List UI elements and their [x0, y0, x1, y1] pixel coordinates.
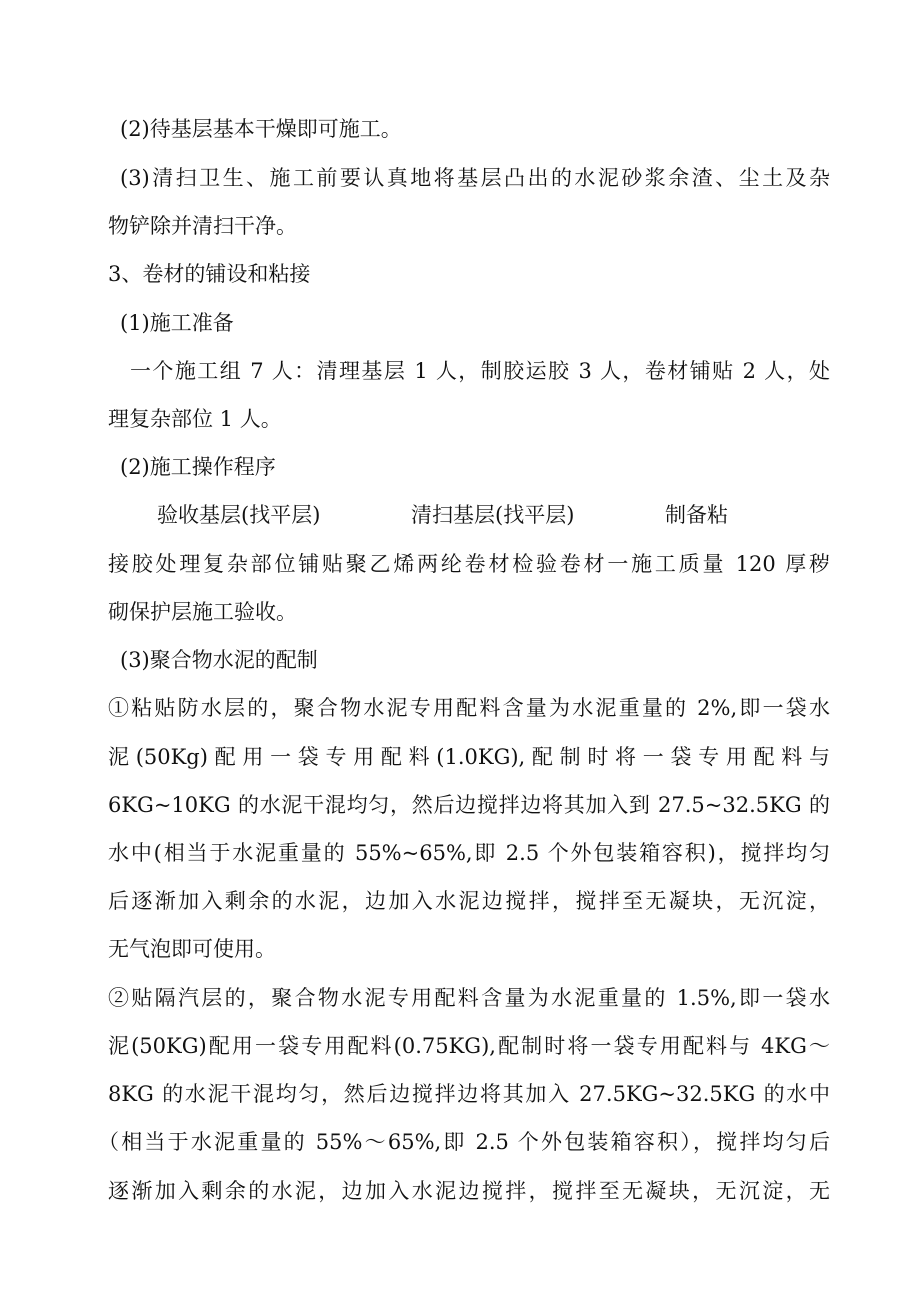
text-line: (1)施工准备 [120, 311, 234, 335]
text-line: 一个施工组 7 人：清理基层 1 人，制胶运胶 3 人，卷材铺贴 2 人，处 [130, 359, 830, 383]
text-line: ②贴隔汽层的，聚合物水泥专用配料含量为水泥重量的 1.5%,即一袋水 [108, 986, 830, 1010]
text-line: 理复杂部位 1 人。 [108, 407, 282, 431]
text-line: （相当于水泥重量的 55%～65%,即 2.5 个外包装箱容积），搅拌均匀后 [98, 1130, 830, 1154]
text-line: 清扫基层(找平层) [411, 503, 575, 527]
text-line: ①粘贴防水层的，聚合物水泥专用配料含量为水泥重量的 2%,即一袋水 [108, 696, 830, 720]
text-line: 泥(50Kg)配用一袋专用配料(1.0KG),配制时将一袋专用配料与 [108, 745, 830, 769]
text-line: (2)施工操作程序 [120, 455, 276, 479]
text-line: 泥(50KG)配用一袋专用配料(0.75KG),配制时将一袋专用配料与 4KG～ [108, 1034, 830, 1058]
text-line: 6KG~10KG 的水泥干混均匀，然后边搅拌边将其加入到 27.5~32.5KG 的 [108, 793, 830, 817]
text-line: 物铲除并清扫干净。 [108, 214, 297, 238]
text-line: 砌保护层施工验收。 [108, 600, 297, 624]
text-line: (3)聚合物水泥的配制 [120, 648, 318, 672]
text-line: 逐渐加入剩余的水泥，边加入水泥边搅拌，搅拌至无凝块，无沉淀，无 [108, 1179, 830, 1203]
text-line: 水中(相当于水泥重量的 55%~65%,即 2.5 个外包装箱容积)，搅拌均匀 [108, 841, 830, 865]
text-line: 无气泡即可使用。 [108, 937, 276, 961]
text-line: 8KG 的水泥干混均匀，然后边搅拌边将其加入 27.5KG~32.5KG 的水中 [108, 1082, 830, 1106]
section-heading: 3、卷材的铺设和粘接 [108, 262, 311, 286]
text-line: 验收基层(找平层) [157, 503, 321, 527]
text-line: 接胶处理复杂部位铺贴聚乙烯两纶卷材检验卷材一施工质量 120 厚秽 [108, 552, 830, 576]
text-line: (2)待基层基本干燥即可施工。 [120, 117, 402, 141]
text-line: 后逐渐加入剩余的水泥，边加入水泥边搅拌，搅拌至无凝块，无沉淀， [108, 889, 830, 913]
text-line: 制备粘 [665, 503, 728, 527]
text-line: (3)清扫卫生、施工前要认真地将基层凸出的水泥砂浆余渣、尘土及杂 [120, 166, 830, 190]
